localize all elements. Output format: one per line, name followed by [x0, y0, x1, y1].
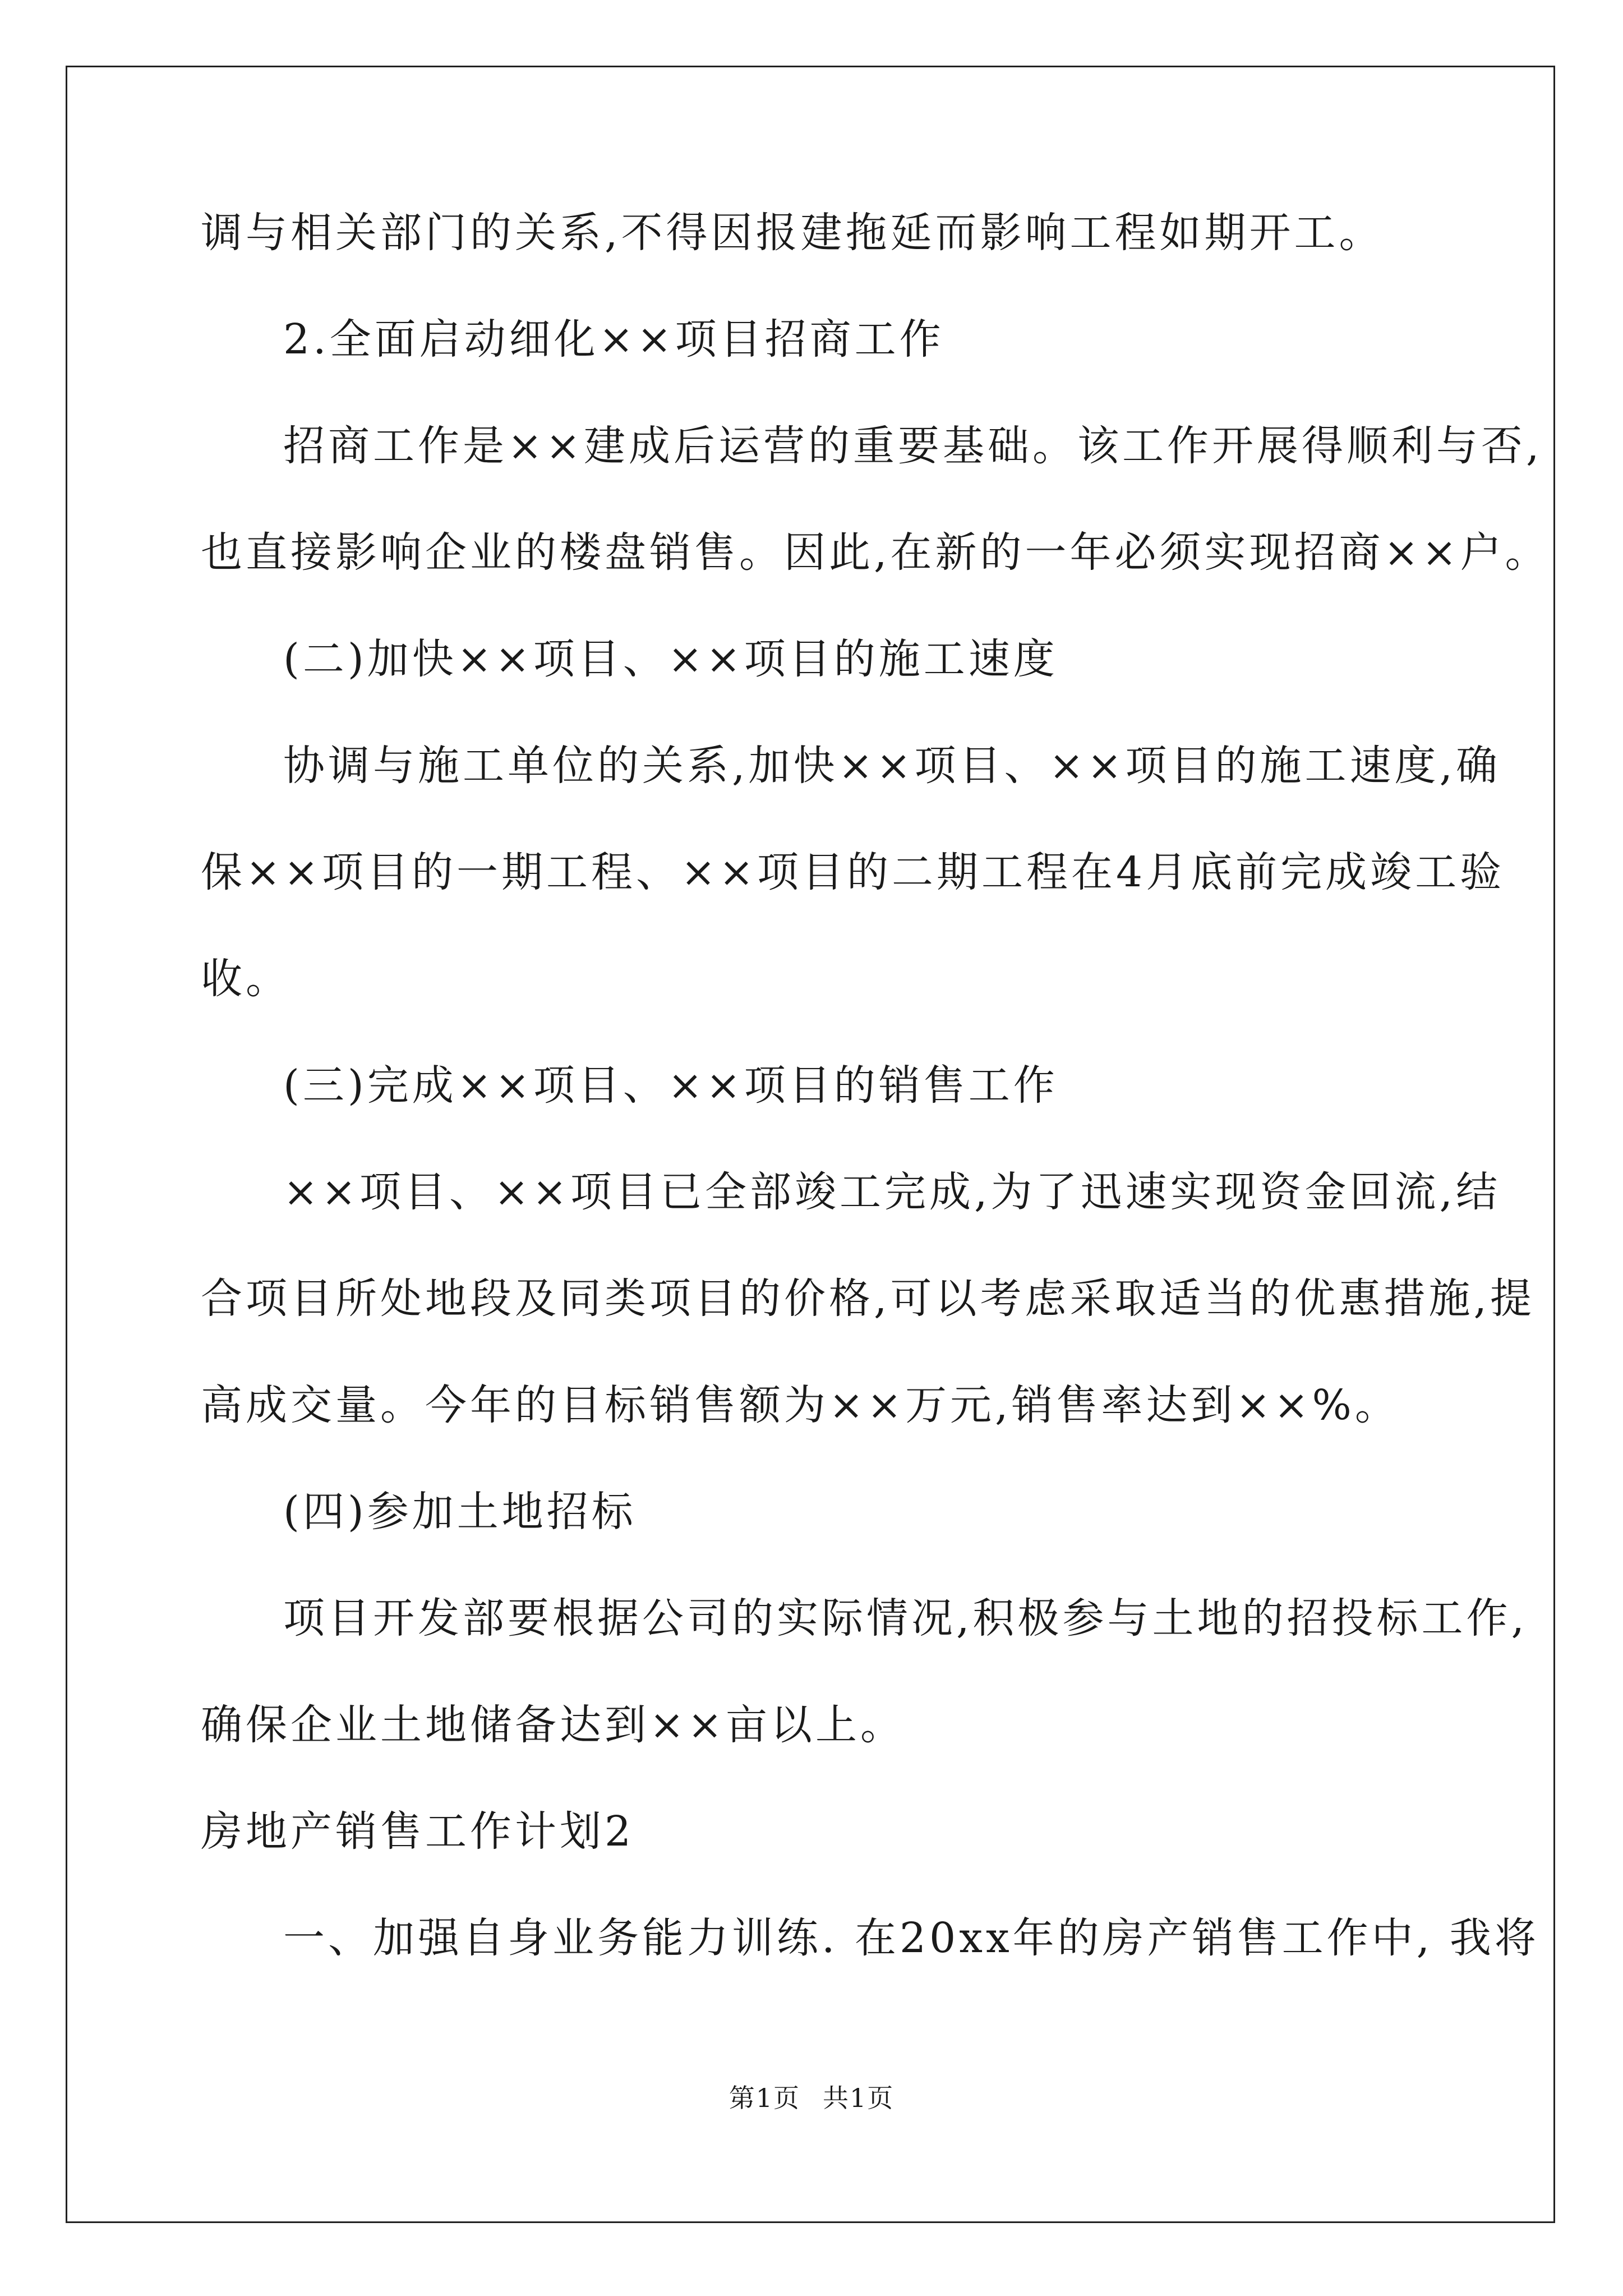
paragraph-line: ××项目、××项目已全部竣工完成,为了迅速实现资金回流,结 [283, 1168, 1501, 1216]
paragraph-line: 协调与施工单位的关系,加快××项目、××项目的施工速度,确 [283, 742, 1501, 790]
page-total: 共1页 [823, 2083, 895, 2113]
document-title: 房地产销售工作计划2 [201, 1807, 635, 1856]
paragraph-line: 确保企业土地储备达到××亩以上。 [201, 1701, 906, 1749]
paragraph-line: 高成交量。今年的目标销售额为××万元,销售率达到××%。 [201, 1381, 1400, 1429]
paragraph-line: 保××项目的一期工程、××项目的二期工程在4月底前完成竣工验 [201, 848, 1505, 896]
page-footer [0, 2082, 1623, 2114]
paragraph-line: 也直接影响企业的楼盘销售。因此,在新的一年必须实现招商××户。 [201, 528, 1550, 577]
paragraph-line: 一、加强自身业务能力训练. 在20xx年的房产销售工作中, 我将 [283, 1914, 1539, 1962]
paragraph-line: 合项目所处地段及同类项目的价格,可以考虑采取适当的优惠措施,提 [201, 1274, 1536, 1323]
section-heading: (三)完成××项目、××项目的销售工作 [283, 1061, 1058, 1110]
paragraph-line: 收。 [201, 955, 291, 1003]
paragraph-line: 项目开发部要根据公司的实际情况,积极参与土地的招投标工作, [283, 1594, 1528, 1642]
page-border [66, 66, 1555, 2223]
page-number: 第1页 [728, 2083, 800, 2113]
section-heading: (四)参加土地招标 [283, 1488, 637, 1536]
section-heading: 2.全面启动细化××项目招商工作 [283, 315, 944, 364]
paragraph-line: 调与相关部门的关系,不得因报建拖延而影响工程如期开工。 [201, 209, 1384, 257]
section-heading: (二)加快××项目、××项目的施工速度 [283, 635, 1058, 683]
paragraph-line: 招商工作是××建成后运营的重要基础。该工作开展得顺利与否, [283, 422, 1543, 470]
